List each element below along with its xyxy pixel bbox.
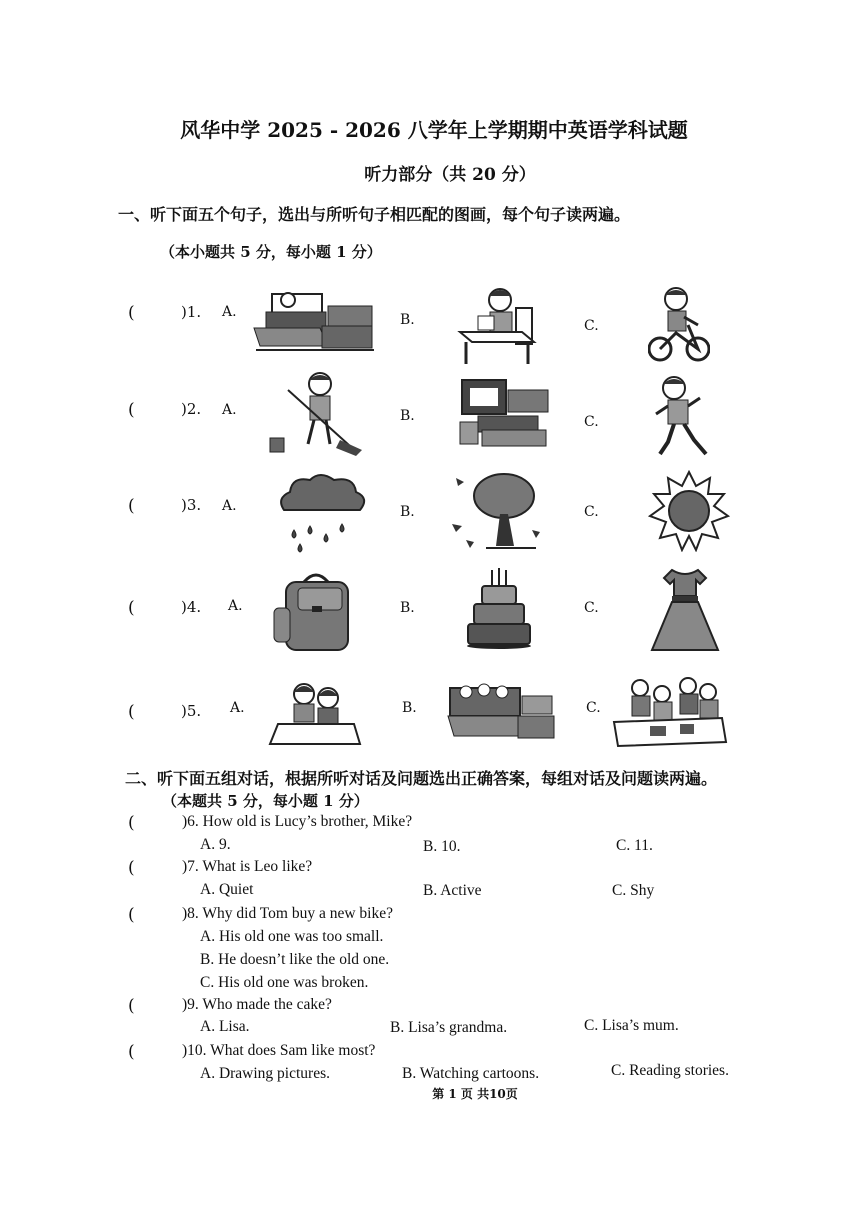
section2-instruction: 二、听下面五组对话，根据所听对话及问题选出正确答案，每组对话及问题读两遍。 [125, 769, 718, 788]
section1-instruction: 一、听下面五个句子，选出与所听句子相匹配的图画，每个句子读两遍。 [118, 205, 631, 224]
option-c: C. Reading stories. [611, 1062, 729, 1079]
answer-paren[interactable]: ( [128, 303, 135, 323]
boy-running-picture [650, 374, 710, 460]
option-b-label: B. [402, 700, 417, 716]
option-b: B. Lisa’s grandma. [390, 1019, 508, 1036]
option-c: C. Shy [612, 882, 655, 899]
rain-cloud-picture [274, 470, 370, 554]
section2-points: （本题共 5 分，每小题 1 分） [162, 792, 369, 810]
question-number: )5. [181, 702, 202, 720]
option-b: B. Active [423, 882, 482, 899]
option-c-label: C. [584, 600, 599, 616]
option-c: C. His old one was broken. [200, 974, 369, 991]
question-number: )3. [181, 496, 202, 514]
living-room-tv-picture [458, 376, 554, 450]
answer-paren[interactable]: ( [128, 996, 135, 1016]
option-b-label: B. [400, 312, 415, 328]
dress-picture [650, 568, 720, 652]
boy-reading-picture [456, 282, 542, 366]
option-b: B. He doesn’t like the old one. [200, 951, 390, 968]
question-text: )6. How old is Lucy’s brother, Mike? [182, 813, 413, 830]
question-text: )9. Who made the cake? [182, 996, 332, 1013]
option-c: C. Lisa’s mum. [584, 1017, 679, 1034]
living-room-picture [250, 288, 380, 354]
option-b-label: B. [400, 504, 415, 520]
option-b-label: B. [400, 600, 415, 616]
option-b: B. 10. [423, 838, 461, 855]
answer-paren[interactable]: ( [128, 858, 135, 878]
answer-paren[interactable]: ( [128, 400, 135, 420]
option-c-label: C. [584, 414, 599, 430]
option-c-label: C. [584, 504, 599, 520]
answer-paren[interactable]: ( [128, 1042, 135, 1062]
answer-paren[interactable]: ( [128, 905, 135, 925]
boy-sweeping-picture [268, 370, 364, 458]
option-a: A. Drawing pictures. [200, 1065, 330, 1082]
exam-title: 风华中学 2025 - 2026 八学年上学期期中英语学科试题 [180, 118, 688, 142]
option-c: C. 11. [616, 837, 653, 854]
section1-points: （本小题共 5 分，每小题 1 分） [160, 243, 382, 261]
option-a-label: A. [230, 700, 245, 716]
answer-paren[interactable]: ( [128, 598, 135, 618]
question-number: )1. [181, 303, 202, 321]
option-c-label: C. [584, 318, 599, 334]
birthday-cake-picture [466, 568, 532, 650]
question-text: )8. Why did Tom buy a new bike? [182, 905, 393, 922]
option-a: A. Quiet [200, 881, 254, 898]
option-a: A. His old one was too small. [200, 928, 384, 945]
kids-at-table-picture [266, 680, 362, 750]
option-a: A. 9. [200, 836, 231, 853]
windy-tree-picture [446, 470, 546, 554]
boy-biking-picture [648, 285, 710, 365]
family-sofa-picture [444, 682, 558, 744]
family-picnic-picture [610, 674, 728, 750]
answer-paren[interactable]: ( [128, 813, 135, 833]
option-a-label: A. [222, 304, 237, 320]
question-number: )4. [181, 598, 202, 616]
option-a-label: A. [222, 498, 237, 514]
option-a: A. Lisa. [200, 1018, 250, 1035]
option-b-label: B. [400, 408, 415, 424]
page-footer: 第 1 页 共10页 [432, 1087, 518, 1101]
backpack-picture [268, 568, 364, 654]
option-c-label: C. [586, 700, 601, 716]
section-subtitle: 听力部分（共 20 分） [364, 165, 536, 185]
option-a-label: A. [222, 402, 237, 418]
option-b: B. Watching cartoons. [402, 1065, 540, 1082]
option-a-label: A. [228, 598, 243, 614]
answer-paren[interactable]: ( [128, 702, 135, 722]
question-number: )2. [181, 400, 202, 418]
question-text: )7. What is Leo like? [182, 858, 313, 875]
question-text: )10. What does Sam like most? [182, 1042, 376, 1059]
sun-picture [648, 470, 730, 552]
answer-paren[interactable]: ( [128, 496, 135, 516]
